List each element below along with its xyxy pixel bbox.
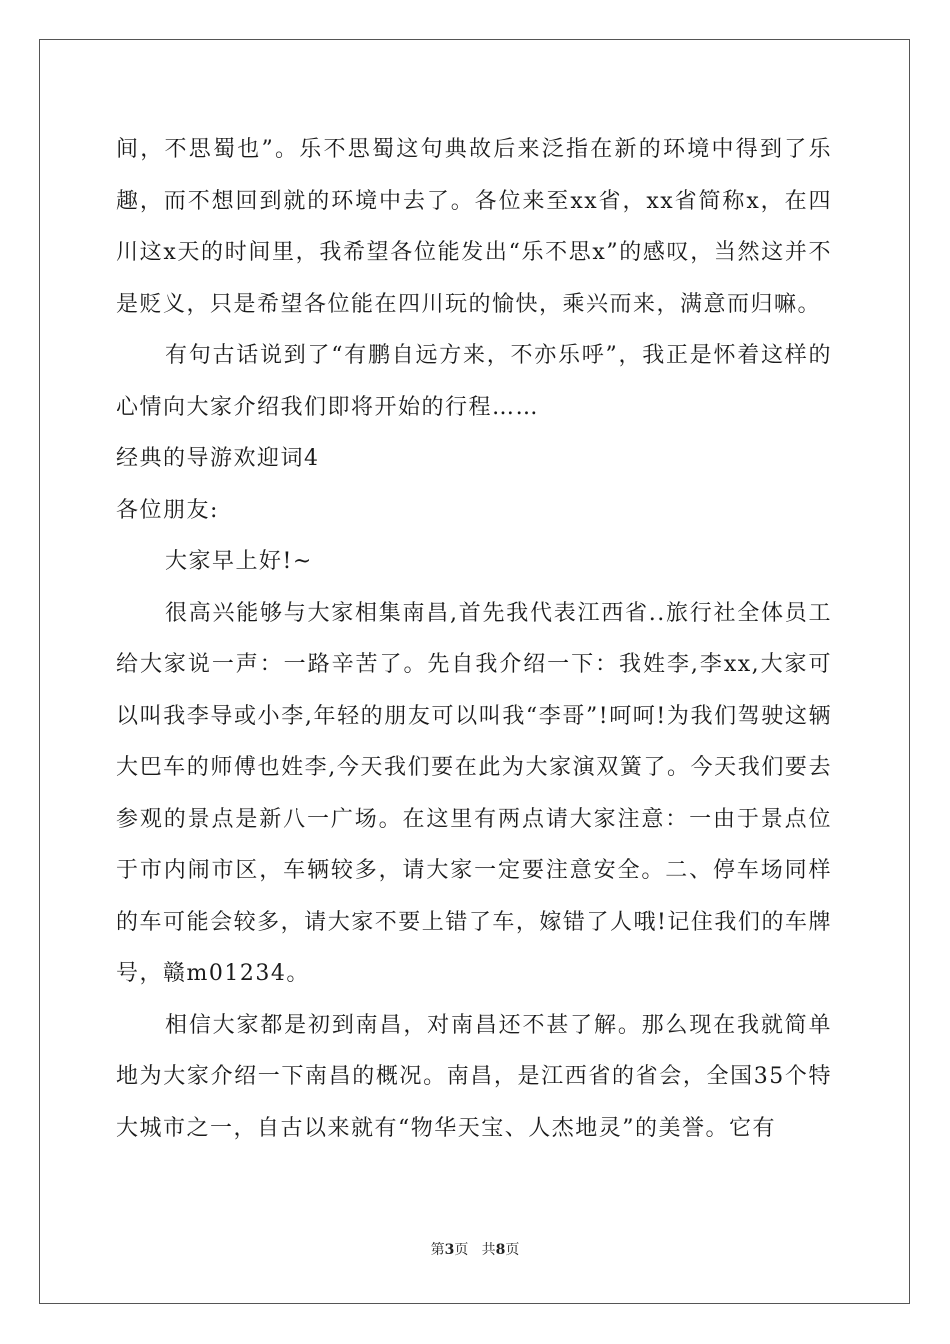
page-prefix: 第: [430, 1242, 445, 1258]
paragraph: 相信大家都是初到南昌，对南昌还不甚了解。那么现在我就简单地为大家介绍一下南昌的概况。南昌，是江西省的省会，全国35个特大城市之一，自古以来就有“物华天宝、人杰地灵”的美誉。它有: [116, 1012, 832, 1141]
page-footer: [0, 1239, 950, 1259]
document-body: [116, 124, 832, 1154]
greeting: 大家早上好!~: [165, 549, 313, 574]
total-prefix: 共: [481, 1242, 496, 1258]
salutation: 各位朋友:: [116, 497, 219, 523]
page-number: 3: [444, 1242, 455, 1258]
page-suffix: 页: [454, 1242, 469, 1258]
total-pages: 8: [495, 1242, 506, 1258]
paragraph: 有句古话说到了“有鹏自远方来，不亦乐呼”，我正是怀着这样的心情向大家介绍我们即将开始的行程……: [116, 343, 832, 420]
total-suffix: 页: [505, 1242, 520, 1258]
paragraph: 很高兴能够与大家相集南昌,首先我代表江西省..旅行社全体员工给大家说一声：一路辛苦了。先自我介绍一下：我姓李,李xx,大家可以叫我李导或小李,年轻的朋友可以叫我“李哥”!呵呵!为我们驾驶这辆大巴车的师傅也姓李,今天我们要在此为大家演双簧了。今天我们要去参观的景点是新八一广场。在这里有两点请大家注意：一由于景点位于市内闹市区，车辆较多，请大家一定要注意安全。二、停车场同样的车可能会较多，请大家不要上错了车，嫁错了人哦!记住我们的车牌号，赣m01234。: [116, 600, 832, 986]
paragraph: 间，不思蜀也”。乐不思蜀这句典故后来泛指在新的环境中得到了乐趣，而不想回到就的环境中去了。各位来至xx省，xx省简称x，在四川这x天的时间里，我希望各位能发出“乐不思x”的感叹，当然这并不是贬义，只是希望各位能在四川玩的愉快，乘兴而来，满意而归嘛。: [116, 137, 832, 317]
section-heading: 经典的导游欢迎词4: [116, 446, 320, 471]
